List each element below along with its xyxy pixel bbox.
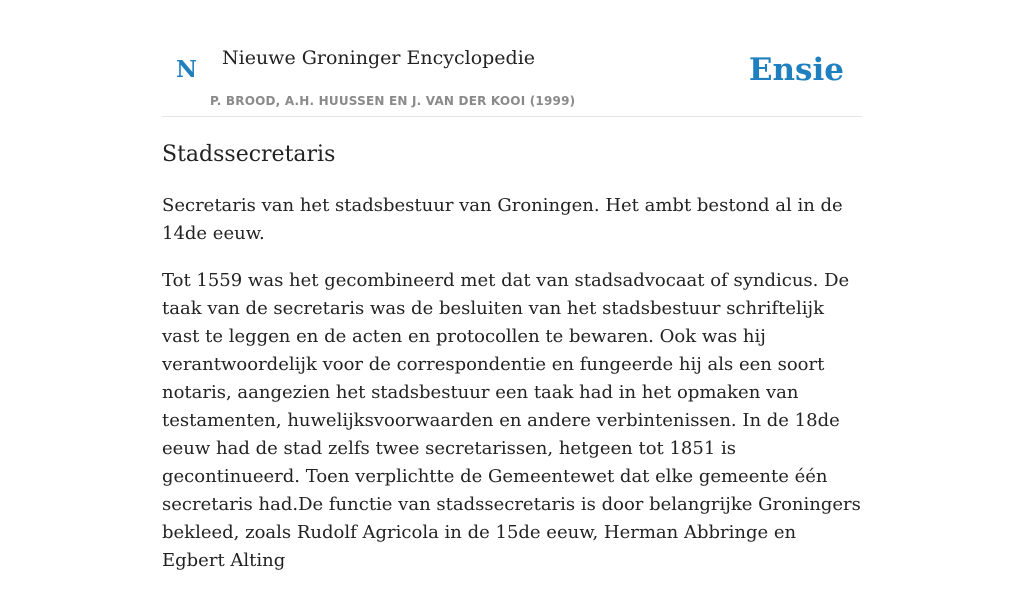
entry-body — [162, 192, 862, 594]
entry-title: Stadssecretaris — [162, 142, 336, 167]
ensie-logo[interactable]: Ensie — [748, 52, 844, 88]
book-header — [162, 0, 862, 117]
entry-paragraph-2: Tot 1559 was het gecombineerd met dat van stadsadvocaat of syndicus. De taak van de secretaris was de besluiten van het stadsbestuur schriftelijk vast te leggen en de acten en protocollen te bewaren. Ook was hij verantwoordelijk voor de correspondentie en fungeerde hij als een soort notaris, aangezien het stadsbestuur een taak had in het opmaken van testamenten, huwelijksvoorwaarden en andere verbintenissen. In de 18de eeuw had de stad zelfs twee secretarissen, hetgeen tot 1851 is gecontinueerd. Toen verplichtte de Gemeentewet dat elke gemeente één secretaris had.De functie van stadssecretaris is door belangrijke Groningers bekleed, zoals Rudolf Agricola in de 15de eeuw, Herman Abbringe en Egbert Alting — [162, 270, 861, 571]
book-authors: P. BROOD, A.H. HUUSSEN EN J. VAN DER KOOI (1999) — [210, 94, 576, 108]
book-letter-icon[interactable]: N — [176, 56, 198, 83]
entry-paragraph-1: Secretaris van het stadsbestuur van Groningen. Het ambt bestond al in de 14de eeuw. — [162, 195, 843, 244]
book-title-link[interactable]: Nieuwe Groninger Encyclopedie — [222, 47, 536, 69]
